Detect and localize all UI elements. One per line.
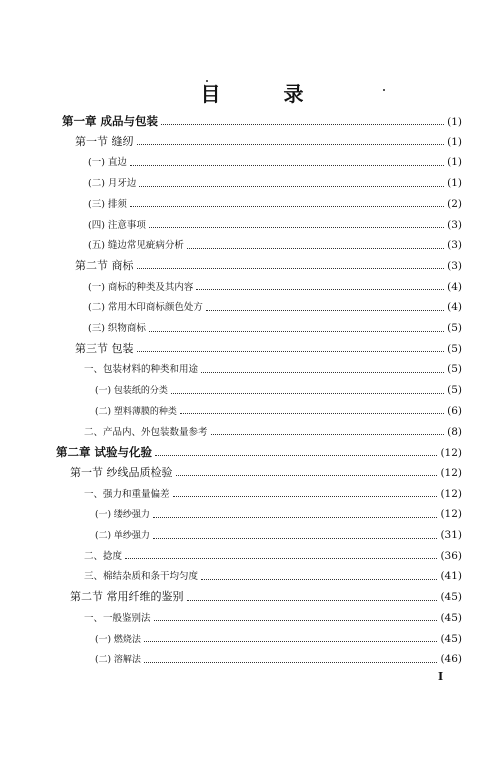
toc-entry	[88, 320, 462, 336]
toc-entry-page: (5)	[447, 342, 462, 355]
toc-entry-label: 第一节 缝纫	[75, 134, 134, 148]
page-folio: I	[438, 670, 444, 683]
dot-leader	[130, 157, 444, 166]
toc-entry-page: (31)	[440, 529, 462, 541]
toc-entry-page: (1)	[447, 156, 462, 169]
toc-entry	[95, 403, 462, 419]
dot-leader	[125, 550, 437, 559]
toc-entry-page: (12)	[440, 447, 462, 460]
toc-entry-page: (41)	[440, 570, 462, 583]
toc-entry-label: 二、产品内、外包装数量参考	[84, 426, 208, 438]
toc-entry-page: (4)	[447, 280, 462, 293]
toc-entry	[84, 361, 462, 377]
toc-entry	[70, 589, 462, 605]
page-title: 目 录	[200, 82, 332, 106]
toc-entry-label: (一) 商标的种类及其内容	[88, 281, 194, 293]
toc-entry-label: (三) 排须	[88, 198, 127, 210]
toc-entry-page: (3)	[447, 239, 462, 252]
toc-entry-page: (4)	[447, 301, 462, 314]
toc-entry	[88, 237, 462, 253]
toc-entry-page: (8)	[447, 425, 462, 438]
toc-entry-page: (2)	[447, 197, 462, 210]
dot-leader	[187, 240, 444, 249]
dot-leader	[137, 343, 445, 352]
toc-entry	[95, 382, 462, 398]
toc-entry-page: (6)	[447, 404, 462, 417]
dot-leader	[144, 654, 438, 663]
toc-entry	[75, 258, 462, 274]
toc-entry	[88, 175, 462, 191]
dot-leader	[201, 571, 437, 580]
dot-leader	[149, 219, 444, 228]
toc-entry	[88, 217, 462, 233]
toc-entry-page: (1)	[447, 116, 462, 128]
dot-leader	[139, 178, 444, 187]
toc-entry-label: 第二节 商标	[75, 258, 134, 272]
toc-entry	[75, 341, 462, 357]
toc-entry-page: (3)	[447, 218, 462, 231]
toc-entry-page: (1)	[447, 135, 462, 148]
toc-entry-label: 第一节 纱线品质检验	[70, 465, 173, 479]
toc-entry	[84, 548, 462, 564]
dot-leader	[187, 592, 438, 601]
toc-entry-page: (45)	[440, 632, 462, 645]
dot-leader	[173, 488, 438, 497]
toc-entry-label: 第二章 试验与化验	[56, 445, 153, 460]
toc-entry-label: 一、包装材料的种类和用途	[84, 364, 199, 376]
toc-entry	[75, 134, 462, 150]
print-speck	[206, 80, 208, 82]
toc-entry-label: 二、捻度	[84, 550, 123, 562]
dot-leader	[149, 323, 444, 332]
dot-leader	[130, 198, 444, 207]
toc-entry-page: (12)	[440, 487, 462, 500]
toc-entry-label: (一) 包装纸的分类	[95, 386, 168, 397]
toc-entry	[95, 631, 462, 647]
toc-entry	[70, 465, 462, 481]
dot-leader	[206, 302, 444, 311]
toc-entry-page: (36)	[440, 549, 462, 562]
toc-entry-label: (一) 燃烧法	[95, 634, 141, 645]
toc-entry-page: (1)	[447, 177, 462, 190]
toc-entry	[95, 506, 462, 522]
toc-entry-page: (12)	[440, 466, 462, 479]
dot-leader	[137, 136, 445, 145]
toc-entry-label: (二) 常用木印商标颜色处方	[88, 302, 203, 314]
toc-entry-label: (四) 注意事项	[88, 219, 146, 231]
dot-leader	[153, 530, 438, 539]
toc-entry	[88, 279, 462, 295]
toc-entry	[95, 527, 462, 543]
dot-leader	[154, 612, 438, 621]
toc-entry-page: (45)	[440, 611, 462, 624]
toc-entry-label: (二) 溶解法	[95, 655, 141, 666]
toc-entry-label: (一) 直边	[88, 157, 127, 169]
toc-entry	[95, 651, 462, 667]
toc-entry-label: (三) 织物商标	[88, 323, 146, 334]
toc-entry-label: 第一章 成品与包装	[62, 114, 159, 128]
toc-entry-page: (46)	[440, 653, 462, 666]
toc-entry-label: 第二节 常用纤维的鉴别	[70, 590, 184, 604]
toc-entry	[62, 113, 462, 129]
toc-entry-label: 第三节 包装	[75, 341, 134, 355]
toc-entry-label: 三、棉结杂质和条干均匀度	[84, 571, 199, 583]
toc-entry	[84, 610, 462, 626]
toc-entry-page: (5)	[447, 384, 462, 397]
toc-entry-label: 一、一般鉴别法	[84, 612, 151, 624]
dot-leader	[137, 260, 445, 269]
toc-entry	[84, 568, 462, 584]
dot-leader	[171, 385, 444, 394]
dot-leader	[180, 405, 444, 414]
toc-entry	[88, 299, 462, 315]
toc-entry	[88, 154, 462, 170]
dot-leader	[161, 116, 444, 125]
dot-leader	[211, 426, 445, 435]
dot-leader	[144, 633, 438, 642]
dot-leader	[196, 281, 444, 290]
toc-entry-label: (一) 缕纱强力	[95, 510, 150, 521]
toc-entry-page: (5)	[447, 363, 462, 376]
toc-entry	[56, 444, 462, 460]
print-speck	[383, 89, 385, 91]
toc-entry-page: (3)	[447, 259, 462, 272]
toc-entry-page: (5)	[447, 322, 462, 334]
toc-entry	[88, 196, 462, 212]
toc-entry-label: (二) 单纱强力	[95, 531, 150, 541]
toc-entry	[84, 424, 462, 440]
toc-entry-label: 一、强力和重量偏差	[84, 488, 170, 500]
toc-entry-page: (45)	[440, 591, 462, 604]
dot-leader	[155, 447, 437, 456]
toc-entry-label: (五) 缝边常见疵病分析	[88, 240, 184, 252]
toc-entry-label: (二) 月牙边	[88, 178, 137, 190]
toc-entry-label: (二) 塑料薄膜的种类	[95, 406, 177, 417]
toc-entry	[84, 486, 462, 502]
dot-leader	[201, 364, 444, 373]
dot-leader	[176, 467, 438, 476]
toc-entry-page: (12)	[440, 508, 462, 521]
dot-leader	[153, 509, 438, 518]
